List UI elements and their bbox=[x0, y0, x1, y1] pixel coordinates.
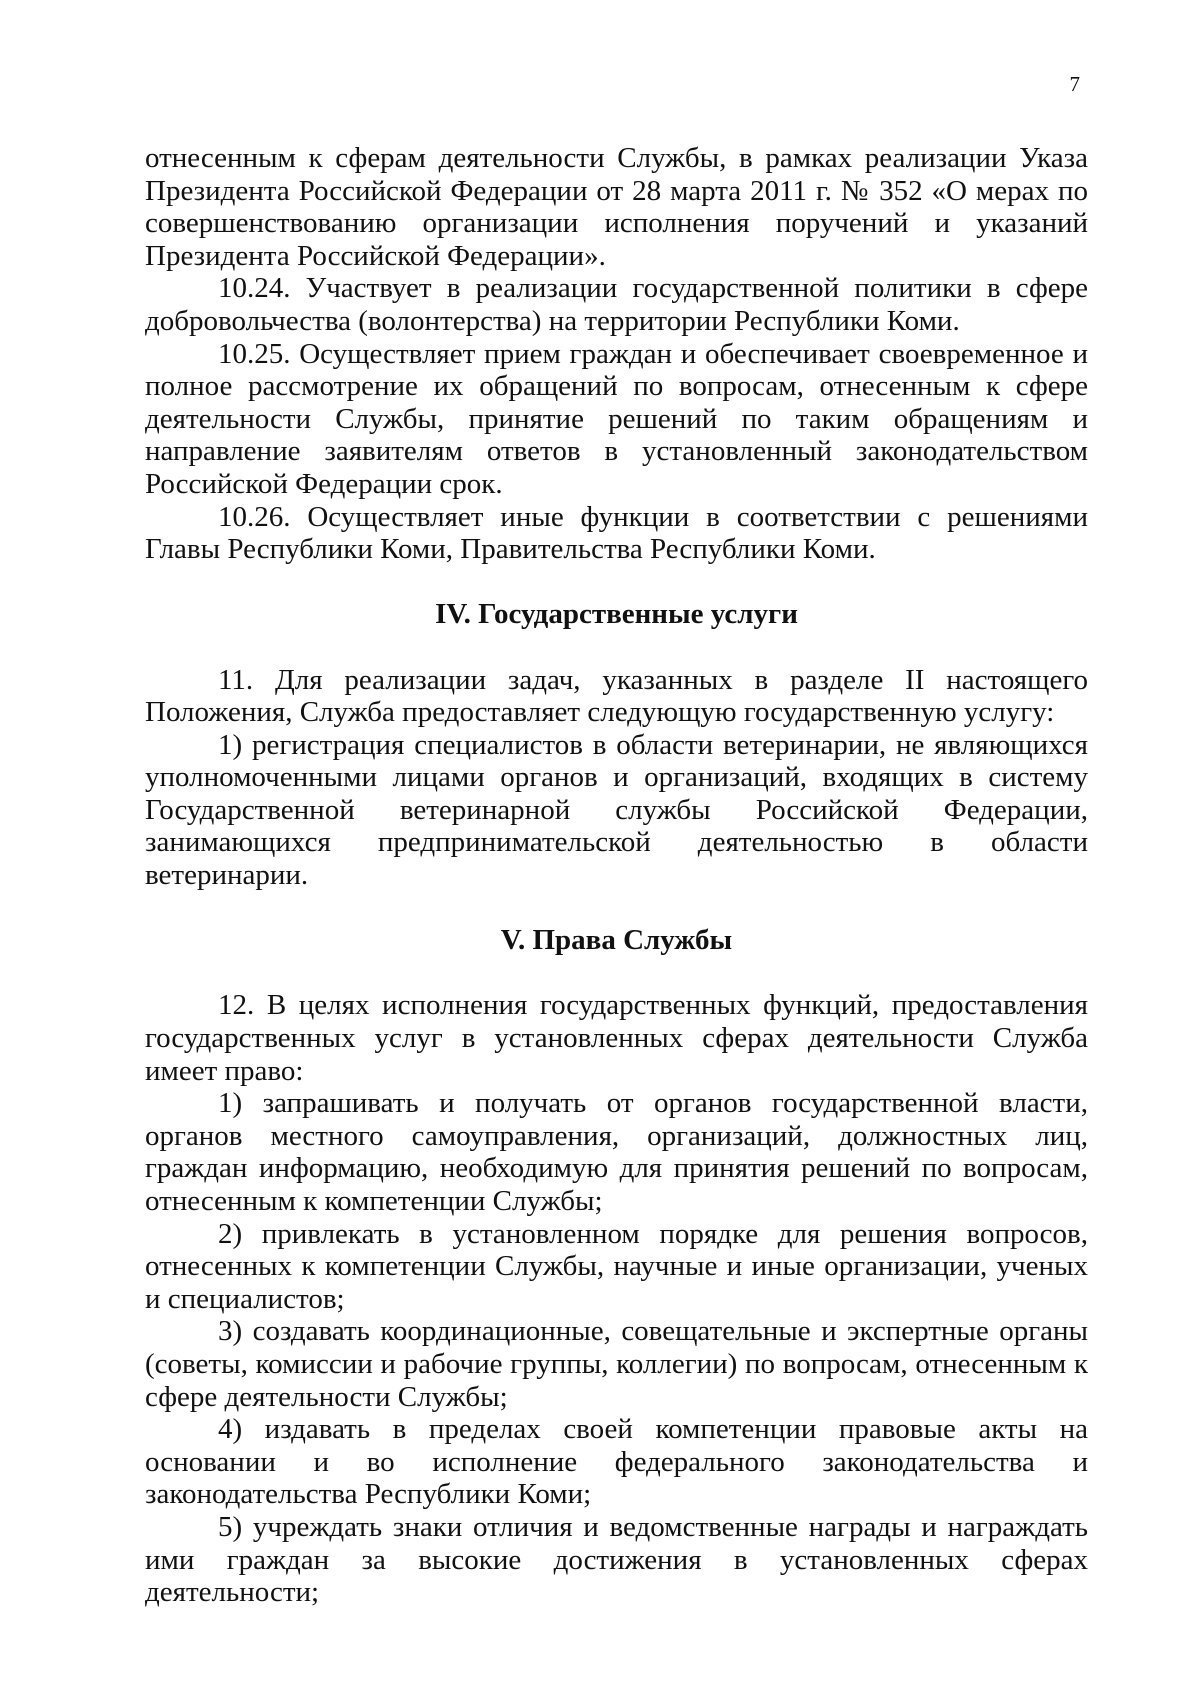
paragraph-12-item-4: 4) издавать в пределах своей компетенции правовые акты на основании и во исполнение федерального законодательства и законодательства Республики Коми; bbox=[145, 1413, 1088, 1511]
paragraph-12-item-1: 1) запрашивать и получать от органов государственной власти, органов местного самоуправления, организаций, должностных лиц, граждан информацию, необходимую для принятия решений по вопросам, отнесенным к компетенции Службы; bbox=[145, 1087, 1088, 1217]
paragraph-12-item-3: 3) создавать координационные, совещательные и экспертные органы (советы, комиссии и рабочие группы, коллегии) по вопросам, отнесенным к сфере деятельности Службы; bbox=[145, 1315, 1088, 1413]
paragraph-12: 12. В целях исполнения государственных функций, предоставления государственных услуг в установленных сферах деятельности Служба имеет право: bbox=[145, 989, 1088, 1087]
paragraph-10-26: 10.26. Осуществляет иные функции в соответствии с решениями Главы Республики Коми, Правительства Республики Коми. bbox=[145, 500, 1088, 566]
paragraph-10-24: 10.24. Участвует в реализации государственной политики в сфере добровольчества (волонтерства) на территории Республики Коми. bbox=[145, 272, 1088, 337]
section-heading-v: V. Права Службы bbox=[500, 924, 733, 957]
paragraph-12-item-5: 5) учреждать знаки отличия и ведомственные награды и награждать ими граждан за высокие достижения в установленных сферах деятельности; bbox=[145, 1510, 1088, 1609]
paragraph-11-item-1: 1) регистрация специалистов в области ветеринарии, не являющихся уполномоченными лицами органов и организаций, входящих в систему Государственной ветеринарной службы Российской Федерации, занимающихся предпринимательской деятельностью в области ветеринарии. bbox=[145, 728, 1088, 892]
paragraph-11: 11. Для реализации задач, указанных в разделе II настоящего Положения, Служба предоставляет следующую государственную услугу: bbox=[145, 663, 1088, 729]
paragraph-10-23-continued: отнесенным к сферам деятельности Службы, в рамках реализации Указа Президента Российской Федерации от 28 марта 2011 г. № 352 «О мерах по совершенствованию организации исполнения поручений и указаний Президента Российской Федерации». bbox=[145, 142, 1088, 272]
page-number: 7 bbox=[1069, 72, 1080, 96]
paragraph-10-25: 10.25. Осуществляет прием граждан и обеспечивает своевременное и полное рассмотрение их обращений по вопросам, отнесенным к сфере деятельности Службы, принятие решений по таким обращениям и направление заявителям ответов в установленный законодательством Российской Федерации срок. bbox=[145, 337, 1088, 500]
section-heading-iv: IV. Государственные услуги bbox=[435, 598, 798, 631]
document-body bbox=[145, 142, 1088, 1609]
paragraph-12-item-2: 2) привлекать в установленном порядке для решения вопросов, отнесенных к компетенции Службы, научные и иные организации, ученых и специалистов; bbox=[145, 1217, 1088, 1315]
